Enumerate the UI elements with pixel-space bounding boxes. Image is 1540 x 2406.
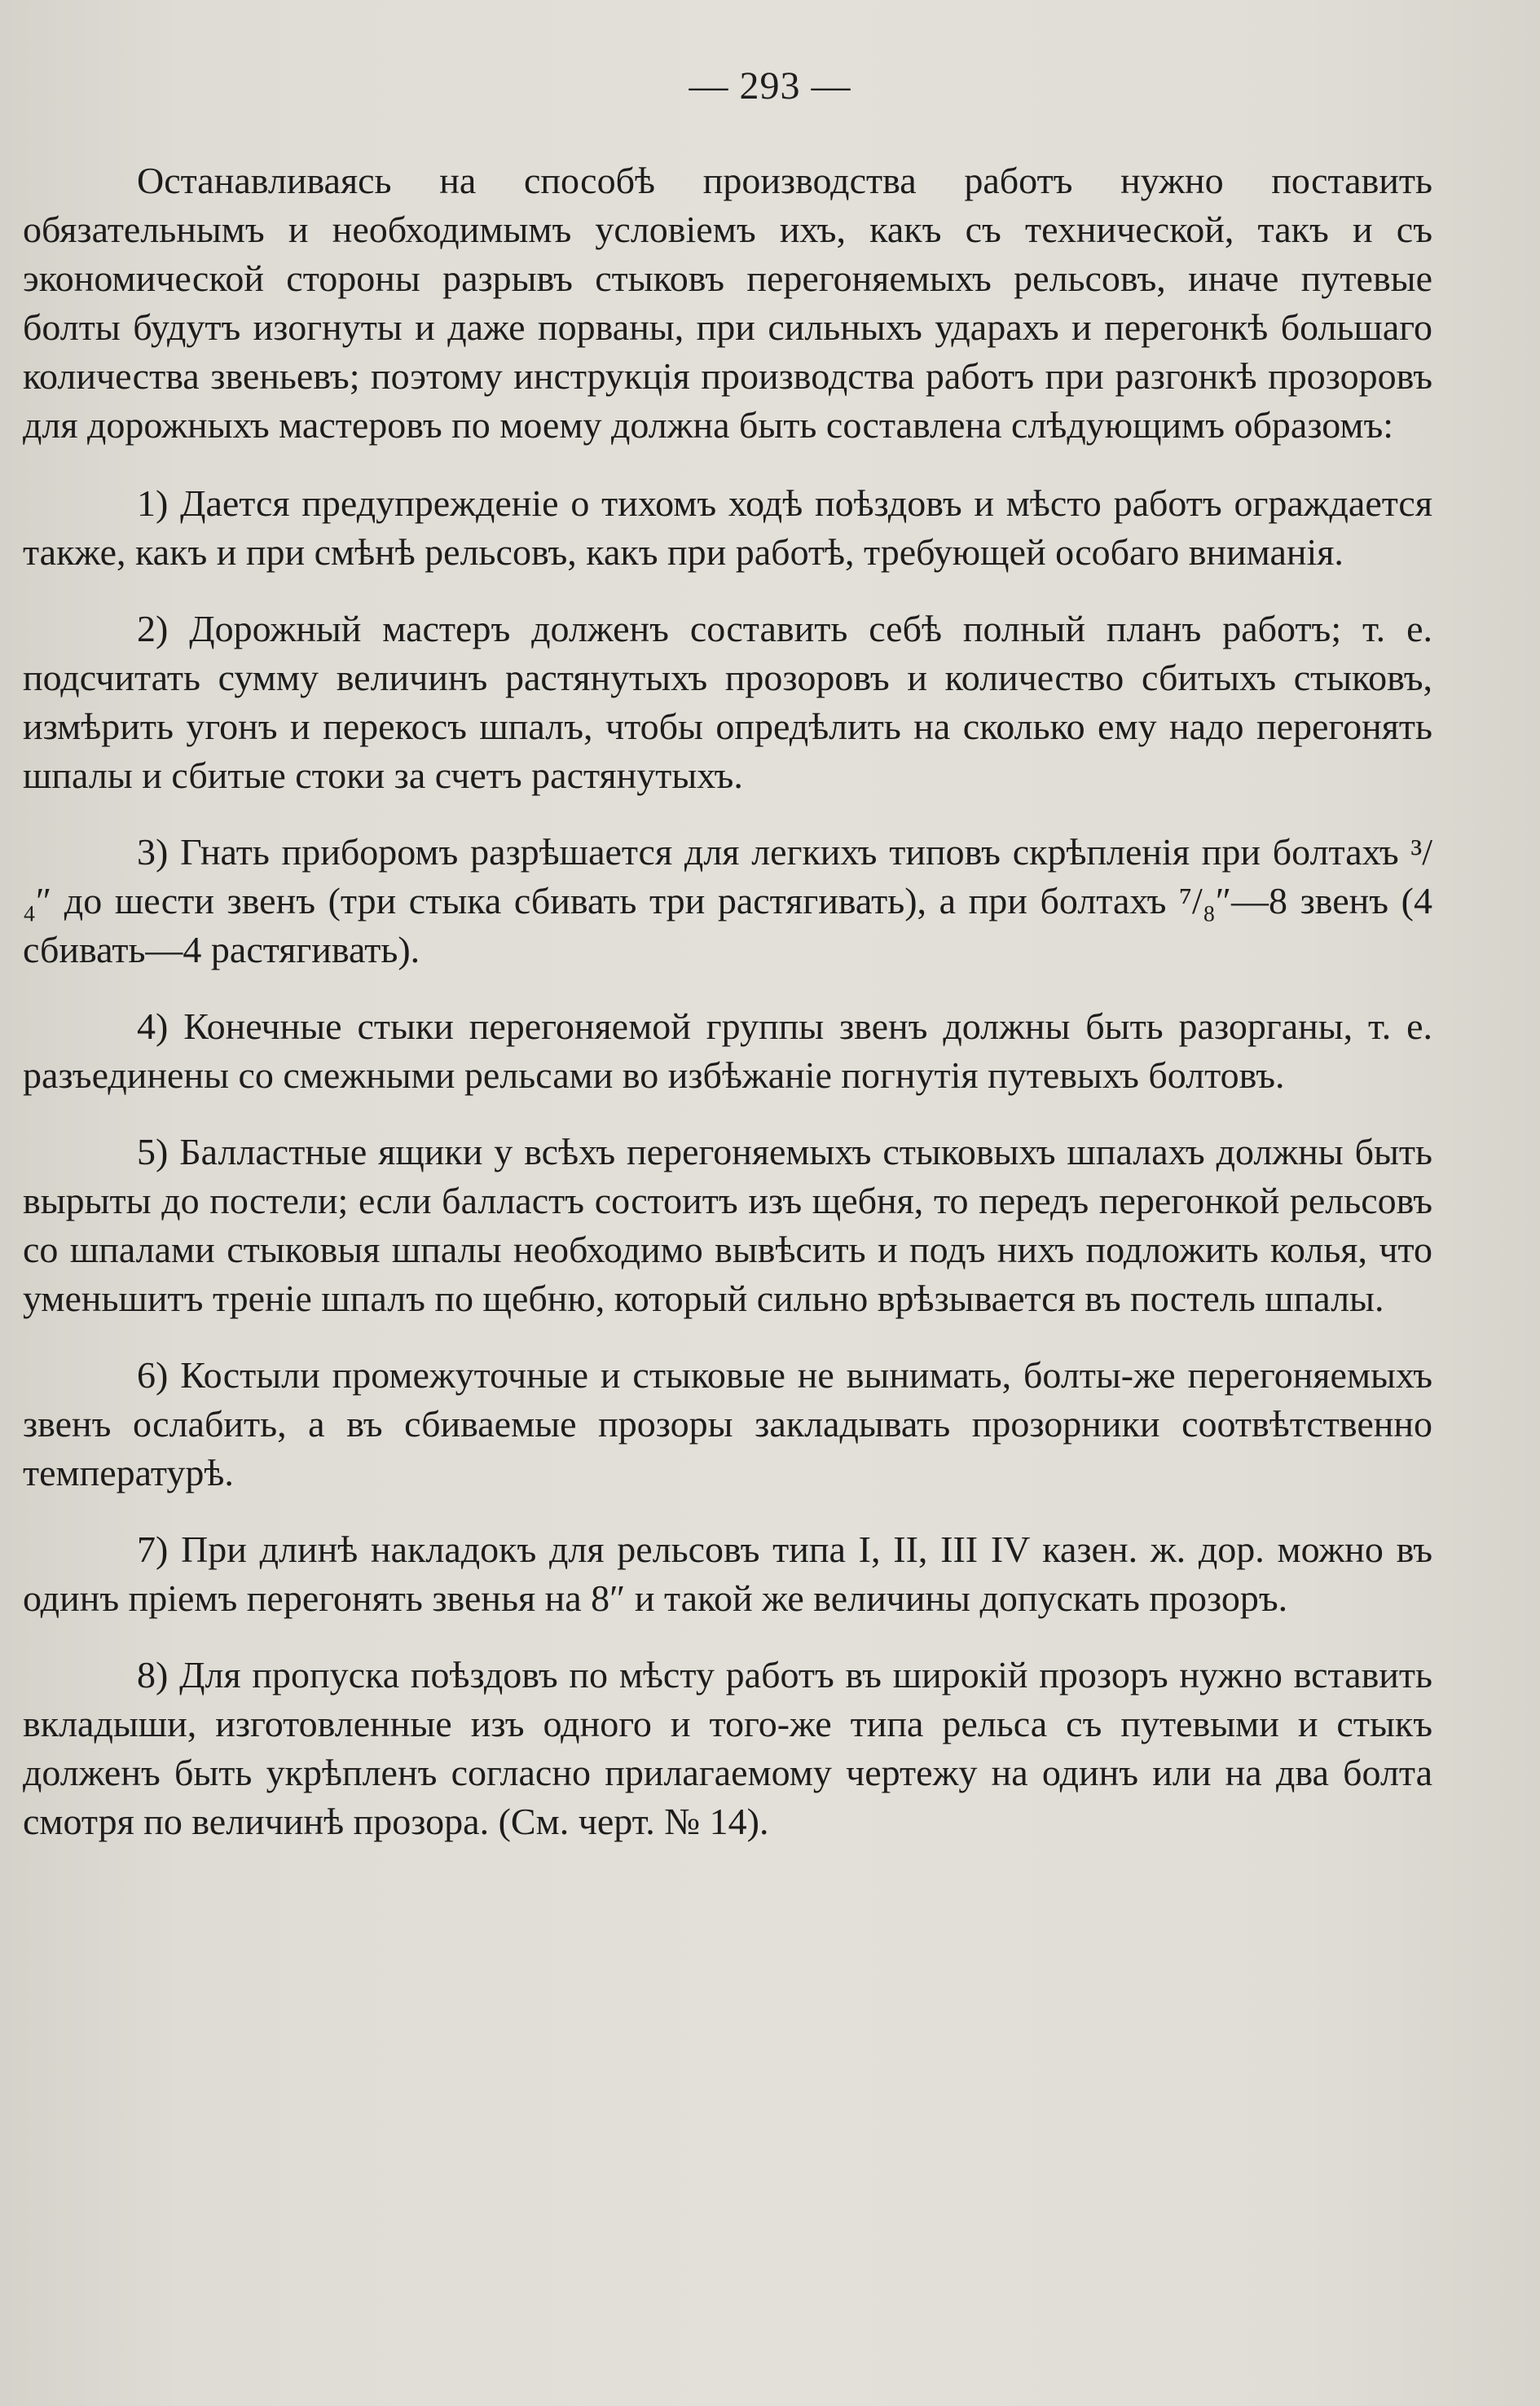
paragraph-item-2: 2) Дорожный мастеръ долженъ составить себѣ полный планъ работъ; т. е. подсчитать сумму величинъ растянутыхъ прозоровъ и количество сбитыхъ стыковъ, измѣрить угонъ и перекосъ шпалъ, чтобы опредѣлить на сколько ему надо перегонять шпалы и сбитые стоки за счетъ растянутыхъ. [23,608,1432,796]
body-text [23,156,1432,1874]
paragraph-item-3: 3) Гнать приборомъ разрѣшается для легкихъ типовъ скрѣпленія при болтахъ ³/₄″ до шести звенъ (три стыка сбивать три растягивать), а при болтахъ ⁷/₈″—8 звенъ (4 сбивать—4 растягивать). [23,831,1432,970]
paragraph-item-6: 6) Костыли промежуточные и стыковые не вынимать, болты-же перегоняемыхъ звенъ ослабить, а въ сбиваемые прозоры закладывать прозорники соотвѣтственно температурѣ. [23,1354,1432,1493]
page-number: — 293 — [689,64,851,108]
paragraph-item-5: 5) Балластные ящики у всѣхъ перегоняемыхъ стыковыхъ шпалахъ должны быть вырыты до постели; если балластъ состоитъ изъ щебня, то передъ перегонкой рельсовъ со шпалами стыковыя шпалы необходимо вывѣсить и подъ нихъ подложить колья, что уменьшитъ треніе шпалъ по щебню, который сильно врѣзывается въ постель шпалы. [23,1131,1432,1319]
paragraph-item-4: 4) Конечные стыки перегоняемой группы звенъ должны быть разорганы, т. е. разъединены со смежными рельсами во избѣжаніе погнутія путевыхъ болтовъ. [23,1005,1432,1096]
paragraph-item-7: 7) При длинѣ накладокъ для рельсовъ типа I, II, III IV казен. ж. дор. можно въ одинъ пріемъ перегонять звенья на 8″ и такой же величины допускать прозоръ. [23,1528,1432,1619]
intro-paragraph: Останавливаясь на способѣ производства работъ нужно поставить обязательнымъ и необходимымъ условіемъ ихъ, какъ съ технической, такъ и съ экономической стороны разрывъ стыковъ перегоняемыхъ рельсовъ, иначе путевые болты будутъ изогнуты и даже порваны, при сильныхъ ударахъ и перегонкѣ большаго количества звеньевъ; поэтому инструкція производства работъ при разгонкѣ прозоровъ для дорожныхъ мастеровъ по моему должна быть составлена слѣдующимъ образомъ: [23,160,1432,446]
paragraph-item-8: 8) Для пропуска поѣздовъ по мѣсту работъ въ широкій прозоръ нужно вставить вкладыши, изготовленные изъ одного и того-же типа рельса съ путевыми и стыкъ долженъ быть укрѣпленъ согласно прилагаемому чертежу на одинъ или на два болта смотря по величинѣ прозора. (См. черт. № 14). [23,1654,1432,1842]
paragraph-item-1: 1) Дается предупрежденіе о тихомъ ходѣ поѣздовъ и мѣсто работъ ограждается также, какъ и при смѣнѣ рельсовъ, какъ при работѣ, требующей особаго вниманія. [23,482,1432,573]
